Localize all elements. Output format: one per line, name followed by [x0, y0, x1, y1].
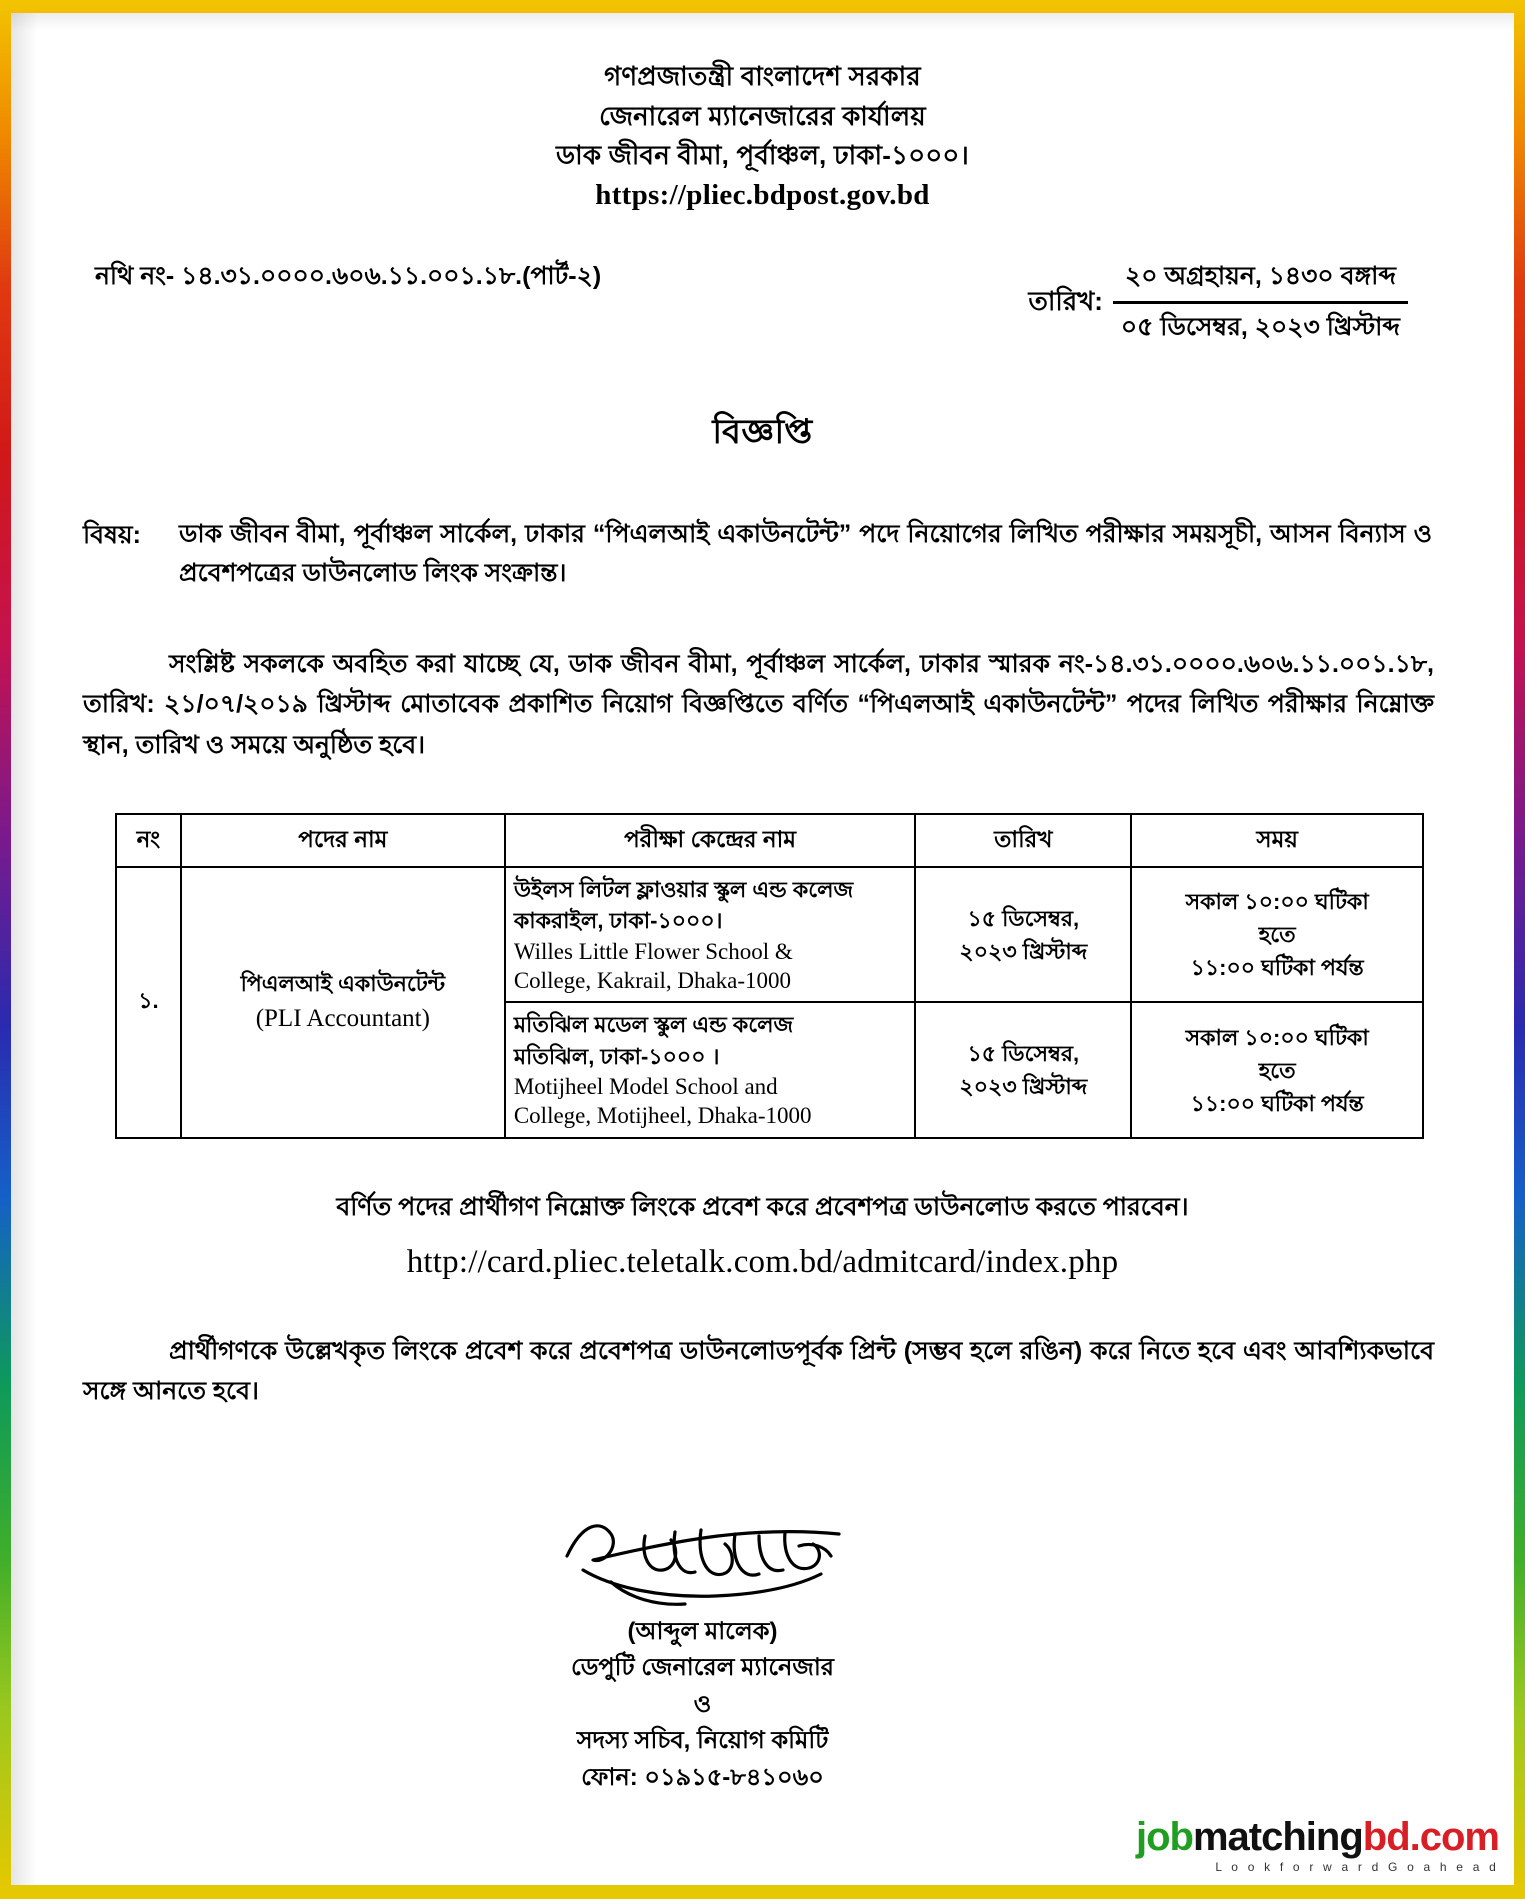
cell-date-1	[915, 867, 1131, 1002]
venue-1-english-line-1: Willes Little Flower School &	[513, 938, 793, 964]
admit-card-link[interactable]: http://card.pliec.teletalk.com.bd/admitcard/index.php	[406, 1243, 1119, 1280]
memo-date-label: তারিখ:	[1028, 285, 1103, 316]
body-paragraph-2: প্রার্থীগণকে উল্লেখকৃত লিংকে প্রবেশ করে প্রবেশপত্র ডাউনলোডপূর্বক প্রিন্ট (সম্ভব হলে রঙিন) করে নিতে হবে এবং আবশ্যিকভাবে সঙ্গে আনতে হবে।	[83, 1336, 1434, 1406]
cell-time-1	[1131, 867, 1423, 1002]
subject-block	[63, 515, 1462, 594]
date-2-line-1: ১৫ ডিসেম্বর,	[967, 1041, 1080, 1067]
document-title: বিজ্ঞপ্তি	[712, 412, 813, 451]
letterhead	[63, 57, 1462, 212]
exam-schedule-table	[115, 813, 1424, 1139]
table-header-no: নং	[116, 814, 181, 867]
time-2-line-1: সকাল ১০:০০ ঘটিকা	[1185, 1024, 1369, 1050]
time-2-line-2: হতে	[1258, 1057, 1296, 1083]
post-name-english: (PLI Accountant)	[255, 1005, 430, 1033]
signature-block	[63, 1508, 1462, 1796]
cell-venue-1	[505, 867, 915, 1002]
logo-wordmark	[1136, 1817, 1499, 1857]
venue-2-bangla-line-2: মতিঝিল, ঢাকা-১০০০ ।	[513, 1043, 720, 1069]
signatory-name: (আব্দুল মালেক)	[627, 1617, 778, 1645]
document-sheet	[11, 13, 1514, 1885]
logo-word-job: job	[1135, 1815, 1193, 1859]
letterhead-line-office: জেনারেল ম্যানেজারের কার্যালয়	[599, 100, 926, 131]
time-1-line-3: ১১:০০ ঘটিকা পর্যন্ত	[1190, 955, 1364, 981]
subject-text: ডাক জীবন বীমা, পূর্বাঞ্চল সার্কেল, ঢাকার “পিএলআই একাউনটেন্ট” পদে নিয়োগের লিখিত পরীক্ষার সময়সূচী, আসন বিন্যাস ও প্রবেশপত্রের ডাউনলোড লিংক সংক্রান্ত।	[179, 519, 1432, 588]
venue-1-english-line-2: College, Kakrail, Dhaka-1000	[513, 967, 792, 993]
subject-label: বিষয়:	[83, 520, 141, 549]
signatory-designation-2: সদস্য সচিব, নিয়োগ কমিটি	[576, 1727, 829, 1755]
letterhead-line-government: গণপ্রজাতন্ত্রী বাংলাদেশ সরকার	[604, 61, 921, 91]
venue-2-english-line-2: College, Motijheel, Dhaka-1000	[513, 1103, 812, 1129]
time-1-line-1: সকাল ১০:০০ ঘটিকা	[1185, 889, 1369, 915]
exam-schedule-table-wrap	[63, 813, 1462, 1139]
date-1-line-1: ১৫ ডিসেম্বর,	[967, 905, 1080, 931]
handwritten-signature	[63, 1508, 1342, 1612]
time-2-line-3: ১১:০০ ঘটিকা পর্যন্ত	[1190, 1090, 1364, 1116]
cell-serial-number: ১.	[116, 867, 181, 1138]
memo-date-bangla: ২০ অগ্রহায়ন, ১৪৩০ বঙ্গাব্দ	[1124, 261, 1396, 290]
post-name-bangla: পিএলআই একাউনটেন্ট	[240, 971, 446, 997]
memo-date-fraction	[1113, 256, 1408, 350]
memo-date-group	[1028, 256, 1462, 350]
cell-post-name	[181, 867, 505, 1138]
memo-row	[63, 256, 1462, 350]
venue-2-english-line-1: Motijheel Model School and	[513, 1073, 778, 1099]
table-row	[116, 867, 1423, 1002]
letterhead-line-address: ডাক জীবন বীমা, পূর্বাঞ্চল, ঢাকা-১০০০।	[555, 140, 970, 171]
letterhead-website-url[interactable]: https://pliec.bdpost.gov.bd	[595, 178, 930, 211]
venue-2-bangla-line-1: মতিঝিল মডেল স্কুল এন্ড কলেজ	[513, 1012, 794, 1038]
logo-word-dotcom: .com	[1409, 1815, 1499, 1859]
memo-date-gregorian: ০৫ ডিসেম্বর, ২০২৩ খ্রিস্টাব্দ	[1120, 312, 1400, 341]
body-paragraph-1: সংশ্লিষ্ট সকলকে অবহিত করা যাচ্ছে যে, ডাক জীবন বীমা, পূর্বাঞ্চল সার্কেল, ঢাকার স্মারক নং-১৪.৩১.০০০০.৬০৬.১১.০০১.১৮, তারিখ: ২১/০৭/২০১৯ খ্রিস্টাব্দ মোতাবেক প্রকাশিত নিয়োগ বিজ্ঞপ্তিতে বর্ণিত “পিএলআই একাউনটেন্ট” পদের লিখিত পরীক্ষার নিম্নোক্ত স্থান, তারিখ ও সময়ে অনুষ্ঠিত হবে।	[83, 649, 1434, 759]
venue-1-bangla-line-2: কাকরাইল, ঢাকা-১০০০।	[513, 908, 723, 934]
site-watermark-logo	[1136, 1817, 1499, 1873]
cell-date-2	[915, 1002, 1131, 1137]
admit-card-lead-text: বর্ণিত পদের প্রার্থীগণ নিম্নোক্ত লিংকে প্রবেশ করে প্রবেশপত্র ডাউনলোড করতে পারবেন।	[336, 1192, 1189, 1221]
signatory-conjunction: ও	[693, 1690, 712, 1718]
logo-word-bd: bd	[1362, 1815, 1410, 1859]
cell-time-2	[1131, 1002, 1423, 1137]
time-1-line-2: হতে	[1258, 922, 1296, 948]
signatory-phone: ফোন: ০১৯১৫-৮৪১০৬০	[581, 1763, 824, 1791]
venue-1-bangla-line-1: উইলস লিটল ফ্লাওয়ার স্কুল এন্ড কলেজ	[513, 877, 854, 903]
table-header-time: সময়	[1131, 814, 1423, 867]
table-header-row	[116, 814, 1423, 867]
logo-word-matching: matching	[1192, 1815, 1363, 1859]
cell-venue-2	[505, 1002, 915, 1137]
date-1-line-2: ২০২৩ খ্রিস্টাব্দ	[959, 938, 1088, 964]
date-2-line-2: ২০২৩ খ্রিস্টাব্দ	[959, 1074, 1088, 1100]
memo-file-number: নথি নং- ১৪.৩১.০০০০.৬০৬.১১.০০১.১৮.(পার্ট-২)	[95, 261, 602, 290]
logo-tagline: L o o k f o r w a r d G o a h e a d	[1215, 1860, 1499, 1874]
signatory-designation-1: ডেপুটি জেনারেল ম্যানেজার	[570, 1654, 835, 1682]
table-header-venue: পরীক্ষা কেন্দ্রের নাম	[505, 814, 915, 867]
table-header-date: তারিখ	[915, 814, 1131, 867]
table-header-post: পদের নাম	[181, 814, 505, 867]
